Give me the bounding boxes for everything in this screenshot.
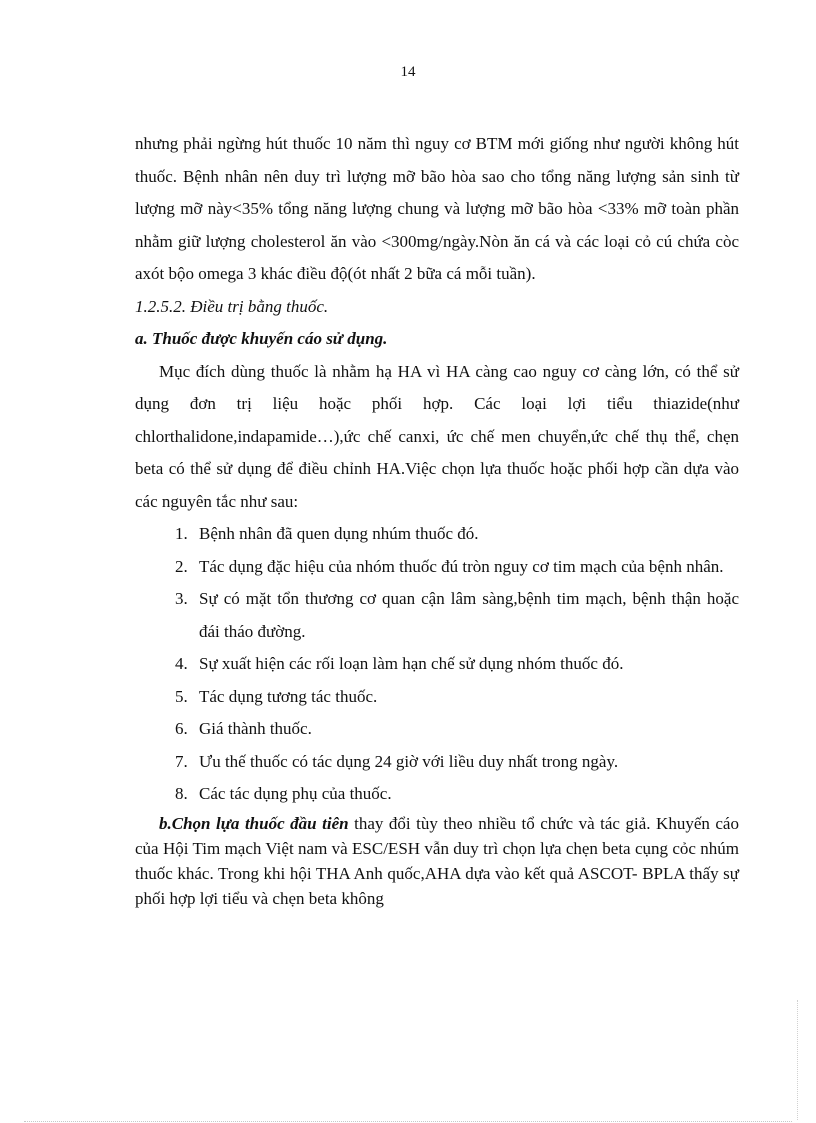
section-heading: 1.2.5.2. Điều trị bằng thuốc. [135,296,329,316]
list-number: 3. [175,589,188,608]
list-item [175,518,739,551]
list-number: 5. [175,686,188,706]
page-bottom-border [24,1121,792,1122]
list-number: 2. [175,556,188,576]
list-item-text: Bệnh nhân đã quen dụng nhúm thuốc đó. [199,524,479,543]
list-item-text: Sự xuất hiện các rối loạn làm hạn chế sử dụng nhóm thuốc đó. [199,654,624,673]
paragraph-b [135,811,739,911]
list-item-text: Giá thành thuốc. [199,719,312,738]
intro-paragraph: nhưng phải ngừng hút thuốc 10 năm thì nguy cơ BTM mới giống như người không hút thuốc. Bệnh nhân nên duy trì lượng mỡ bão hòa sao cho tổng năng lượng sản sinh từ lượng mỡ này<35% tổng năng lượng chung và lượng mỡ bão hòa <33% mỡ toàn phần nhằm giữ lượng cholesterol ăn vào <300mg/ngày.Nòn ăn cá và các loại cỏ cú chứa còc axót bộo omega 3 khác điều độ(ót nhất 2 bữa cá mỗi tuần). [135,134,739,283]
paragraph-b-text: thay đổi tùy theo nhiều tổ chức và tác giả. Khuyến cáo của Hội Tim mạch Việt nam và ESC/ESH vẫn duy trì chọn lựa chẹn beta cụng cỏc nhúm thuốc khác. Trong khi hội THA Anh quốc,AHA dựa vào kết quả ASCOT- BPLA thấy sự phối hợp lợi tiểu và chẹn beta không [135,813,739,908]
list-item [175,713,739,746]
list-item [175,583,739,648]
page-number: 14 [400,64,416,80]
paragraph-b-lead: b.Chọn lựa thuốc đầu tiên [159,813,349,833]
list-item [175,681,739,714]
list-item-text: Sự có mặt tổn thương cơ quan cận lâm sàng,bệnh tim mạch, bệnh thận hoặc đái tháo đường. [199,589,739,641]
list-item [175,746,739,779]
list-item-text: Các tác dụng phụ của thuốc. [199,784,392,803]
list-item [175,551,739,584]
list-number: 1. [175,524,188,543]
list-item-text: Tác dụng đặc hiệu của nhóm thuốc đú tròn nguy cơ tim mạch của bệnh nhân. [199,556,724,576]
list-number: 7. [175,751,188,771]
page-right-border [797,1000,798,1120]
list-item [175,648,739,681]
list-number: 6. [175,719,188,738]
list-number: 4. [175,654,188,673]
list-number: 8. [175,784,188,803]
paragraph-a: Mục đích dùng thuốc là nhằm hạ HA vì HA càng cao nguy cơ càng lớn, có thể sử dụng đơn trị liệu hoặc phối hợp. Các loại lợi tiểu thiazide(như chlorthalidone,indapamide…),ức chế canxi, ức chế men chuyển,ức chế thụ thể, chẹn beta có thể sử dụng để điều chỉnh HA.Việc chọn lựa thuốc hoặc phối hợp cần dựa vào các nguyên tắc như sau: [135,361,739,511]
document-body [135,128,739,911]
list-item [175,778,739,811]
criteria-list [135,518,739,811]
subheading-a: a. Thuốc được khuyến cáo sử dụng. [135,329,388,348]
list-item-text: Ưu thế thuốc có tác dụng 24 giờ với liều duy nhất trong ngày. [199,751,619,771]
list-item-text: Tác dụng tương tác thuốc. [199,686,378,706]
